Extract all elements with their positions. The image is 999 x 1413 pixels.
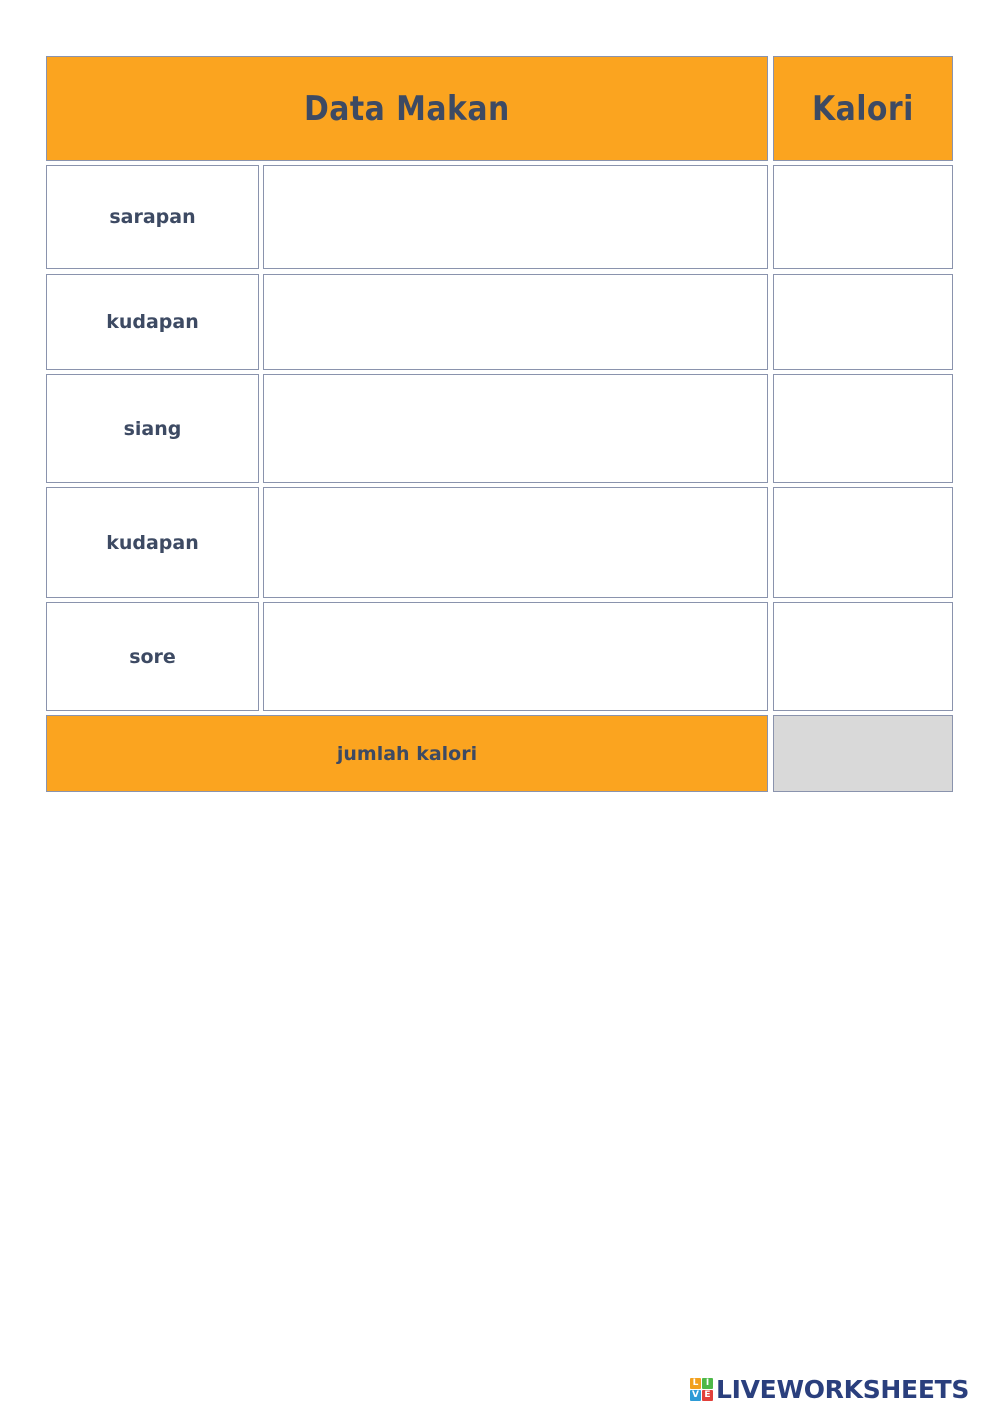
calorie-input-siang[interactable] (773, 374, 953, 483)
liveworksheets-logo-icon (690, 1378, 713, 1401)
food-input-sore[interactable] (263, 602, 768, 711)
calorie-input-sarapan[interactable] (773, 165, 953, 269)
liveworksheets-wordmark: LIVEWORKSHEETS (716, 1374, 970, 1404)
logo-letter-v: V (690, 1390, 701, 1401)
logo-letter-l: L (690, 1378, 701, 1389)
liveworksheets-brand (690, 1374, 969, 1404)
row-label-sarapan (46, 165, 259, 269)
food-input-siang[interactable] (263, 374, 768, 483)
row-label-text: kudapan (106, 311, 199, 333)
total-calorie-label (46, 715, 768, 792)
row-label-kudapan-1 (46, 274, 259, 370)
total-calorie-label-text: jumlah kalori (336, 742, 478, 765)
row-label-kudapan-2 (46, 487, 259, 598)
row-label-text: siang (123, 417, 182, 440)
food-input-sarapan[interactable] (263, 165, 768, 269)
row-label-text: sarapan (109, 206, 196, 228)
calorie-input-kudapan-1[interactable] (773, 274, 953, 370)
header-kalori (773, 56, 953, 161)
header-data-makan-label: Data Makan (304, 88, 510, 129)
row-label-text: kudapan (106, 531, 199, 554)
total-calorie-input[interactable] (773, 715, 953, 792)
header-kalori-label: Kalori (812, 88, 914, 129)
row-label-sore (46, 602, 259, 711)
row-label-siang (46, 374, 259, 483)
food-input-kudapan-1[interactable] (263, 274, 768, 370)
calorie-input-sore[interactable] (773, 602, 953, 711)
row-label-text: sore (129, 645, 176, 668)
logo-letter-i: I (702, 1378, 713, 1389)
header-data-makan (46, 56, 768, 161)
food-input-kudapan-2[interactable] (263, 487, 768, 598)
logo-letter-e: E (702, 1390, 713, 1401)
calorie-input-kudapan-2[interactable] (773, 487, 953, 598)
